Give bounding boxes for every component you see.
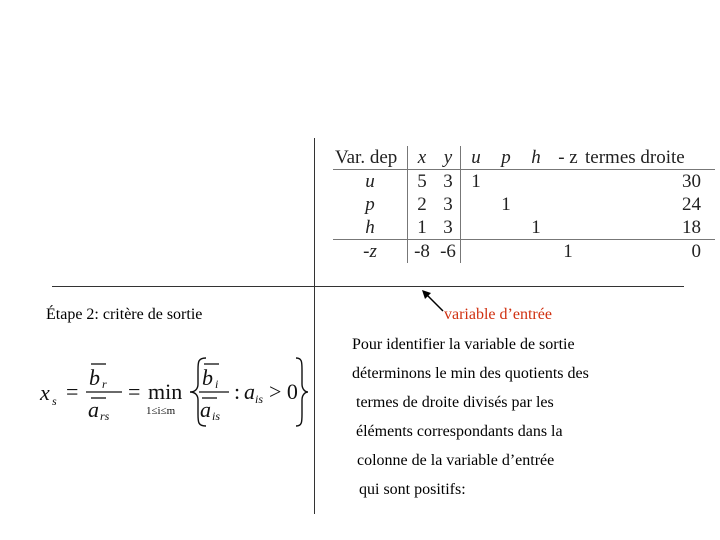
formula-inner-den: a	[200, 397, 211, 422]
header-cell: termes droite	[585, 146, 715, 170]
table-row	[333, 240, 715, 264]
header-cell: y	[436, 146, 461, 170]
table-cell: 2	[417, 194, 427, 215]
explanation-line: déterminons le min des quotients des	[352, 365, 589, 382]
row-var-cell: u	[333, 170, 408, 194]
table-cell: 24	[682, 194, 701, 215]
explanation-line: qui sont positifs:	[359, 481, 466, 498]
formula-den: a	[88, 397, 99, 422]
table-cell: 1	[501, 194, 511, 215]
formula-equals-2: =	[128, 379, 141, 404]
table-row	[333, 170, 715, 194]
explanation-line: termes de droite divisés par les	[356, 394, 554, 411]
formula-min: min	[148, 379, 183, 404]
table-cell: 1	[551, 240, 585, 264]
header-cell: x	[408, 146, 437, 170]
vertical-divider	[314, 138, 315, 514]
formula-cond-sep: :	[234, 379, 241, 404]
row-var-cell: p	[333, 193, 408, 216]
formula-num-sub: r	[102, 377, 107, 391]
table-cell: 1	[471, 171, 481, 192]
formula-lhs-sub: s	[52, 394, 57, 408]
formula-cond-var: a	[244, 379, 255, 404]
explanation-line: éléments correspondants dans la	[356, 423, 563, 440]
entering-variable-label: variable d’entrée	[444, 306, 552, 323]
table-cell	[551, 170, 585, 194]
formula-inner-num: b	[202, 365, 213, 390]
table-row	[333, 193, 715, 216]
row-var-cell: -z	[333, 240, 408, 264]
table-cell	[551, 193, 585, 216]
table-cell	[491, 216, 521, 240]
formula-lhs-var: x	[40, 380, 50, 405]
table-cell: 18	[682, 217, 701, 238]
exit-criterion-formula	[36, 354, 312, 430]
table-cell: 1	[531, 217, 541, 238]
formula-cond-sub: is	[255, 392, 264, 406]
table-cell: 3	[436, 193, 461, 216]
formula-num: b	[89, 365, 100, 390]
table-cell: 0	[585, 240, 715, 264]
header-cell: - z	[551, 146, 585, 170]
formula-cond-rel: > 0	[269, 379, 298, 404]
table-cell	[461, 240, 492, 264]
table-cell: -6	[436, 240, 461, 264]
formula-inner-den-sub: is	[212, 409, 221, 423]
table-cell	[491, 170, 521, 194]
table-cell: 5	[417, 171, 427, 192]
header-cell: u	[461, 146, 492, 170]
formula-equals: =	[66, 379, 79, 404]
explanation-line: colonne de la variable d’entrée	[357, 452, 555, 469]
table-cell	[521, 193, 551, 216]
formula-min-range: 1≤i≤m	[146, 405, 176, 417]
table-cell	[491, 240, 521, 264]
table-cell	[521, 240, 551, 264]
step-label: Étape 2: critère de sortie	[46, 306, 203, 323]
row-var-cell: h	[333, 216, 408, 240]
table-cell	[551, 216, 585, 240]
table-cell	[521, 170, 551, 194]
header-cell: p	[491, 146, 521, 170]
table-cell: 1	[417, 217, 427, 238]
explanation-line: Pour identifier la variable de sortie	[352, 336, 575, 353]
table-cell: -8	[408, 240, 437, 264]
table-header-row	[333, 146, 715, 170]
table-cell	[461, 216, 492, 240]
horizontal-divider	[52, 286, 684, 287]
header-cell: h	[521, 146, 551, 170]
table-cell: 30	[682, 171, 701, 192]
table-cell	[461, 193, 492, 216]
header-cell: Var. dep	[333, 146, 408, 170]
table-cell: 3	[436, 170, 461, 194]
table-cell: 3	[436, 216, 461, 240]
table-row	[333, 216, 715, 240]
simplex-table	[333, 146, 715, 263]
formula-inner-num-sub: i	[215, 377, 219, 391]
formula-den-sub: rs	[100, 409, 110, 423]
